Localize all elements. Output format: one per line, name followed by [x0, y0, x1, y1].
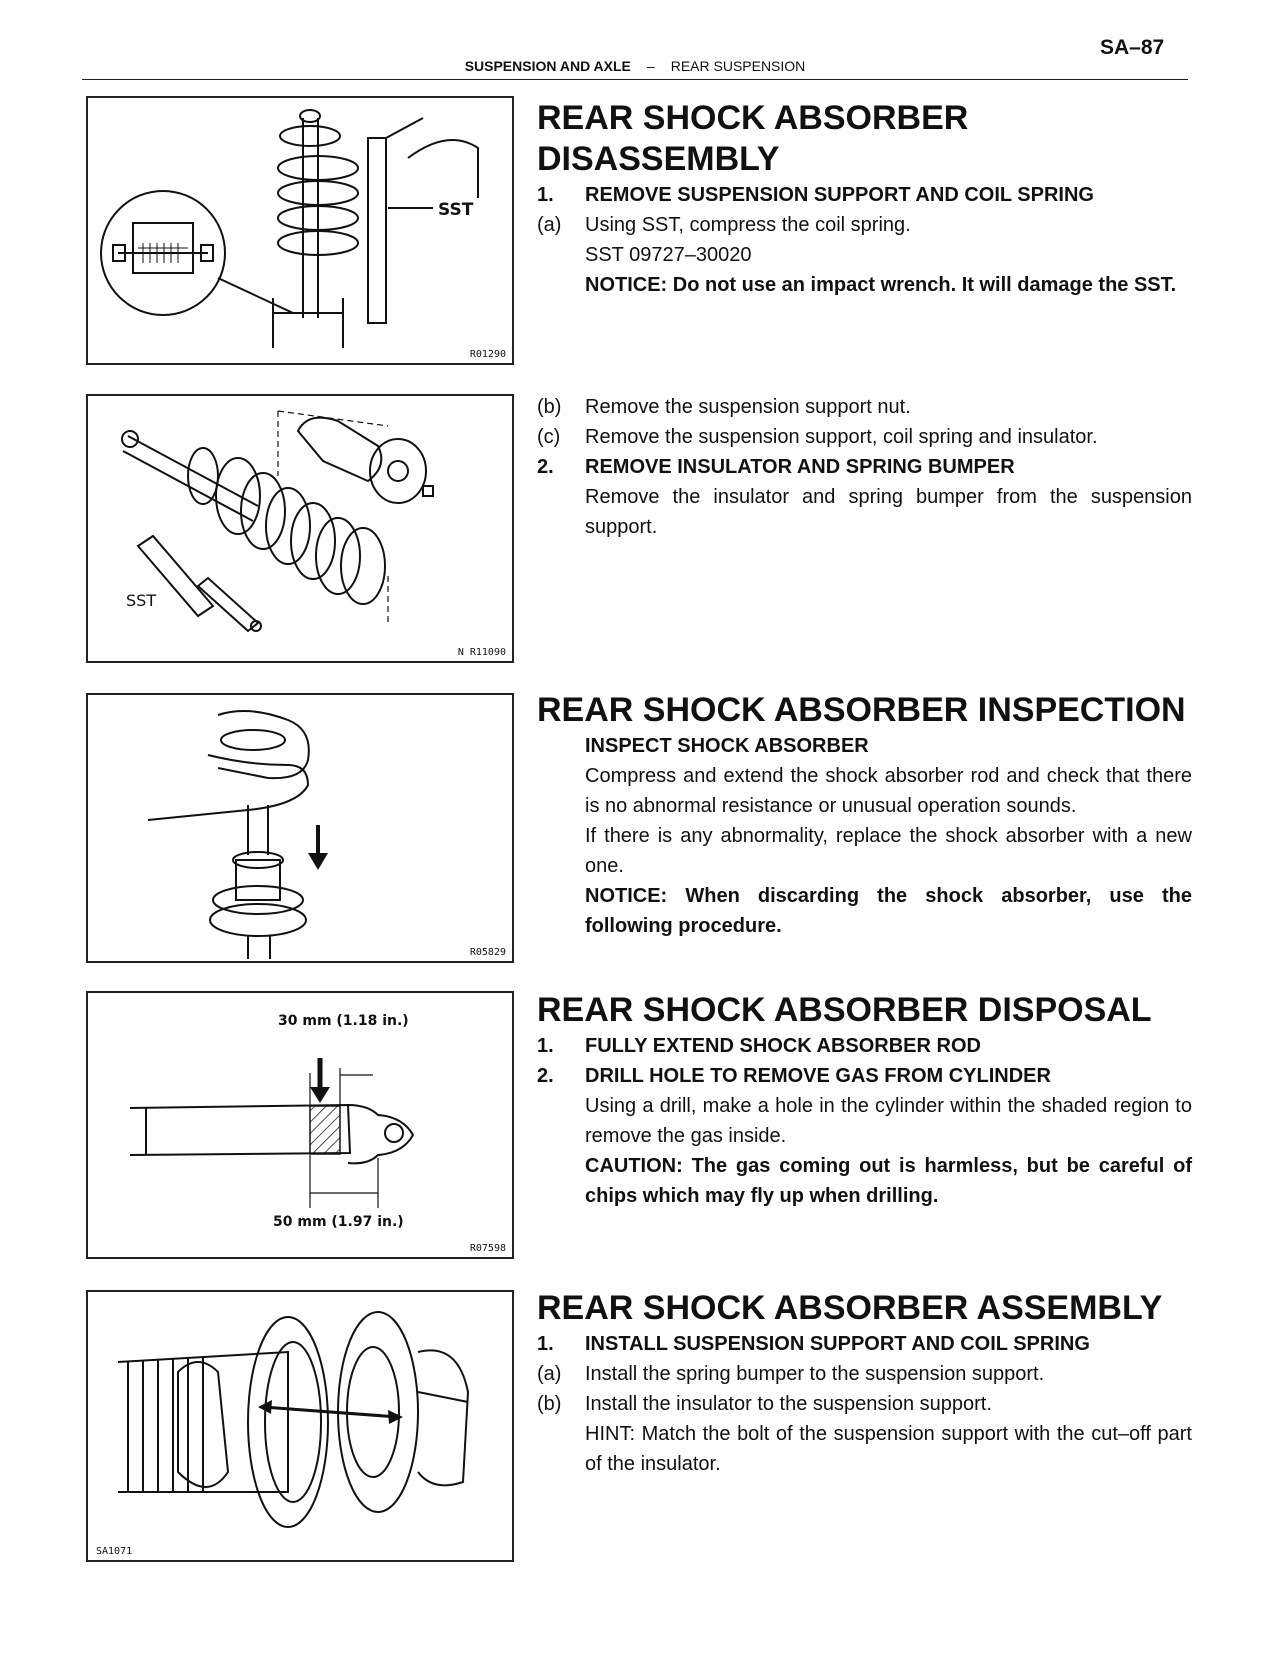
assembly-step-1b-number: (b)	[537, 1393, 562, 1415]
step-2	[537, 452, 1192, 482]
figure-code: N R11090	[457, 647, 506, 658]
assembly-step-1b	[537, 1389, 1192, 1419]
disposal-paragraph: Using a drill, make a hole in the cylinder within the shaded region to remove the gas inside.	[585, 1095, 1192, 1147]
drill-hole-diagram	[88, 993, 512, 1257]
step-2-description: Remove the insulator and spring bumper from the suspension support.	[585, 486, 1192, 538]
assembly-step-1	[537, 1329, 1192, 1359]
step-1b	[537, 392, 1192, 422]
figure-code: R05829	[469, 947, 506, 958]
step-1c-text: Remove the suspension support, coil spring and insulator.	[585, 426, 1098, 448]
inspection-subtitle: INSPECT SHOCK ABSORBER	[585, 735, 869, 757]
header-separator: –	[646, 58, 655, 74]
inspect-rod-illustration	[88, 695, 512, 961]
section-disposal	[537, 990, 1192, 1211]
assembly-step-1-number: 1.	[537, 1333, 554, 1355]
figure-code: R07598	[469, 1243, 506, 1254]
sst-number: SST 09727–30020	[585, 244, 752, 266]
figure-drill-hole	[86, 991, 514, 1259]
assembly-step-1b-text: Install the insulator to the suspension support.	[585, 1393, 992, 1415]
disassembly-title-line2: DISASSEMBLY	[537, 140, 780, 178]
inspection-title: REAR SHOCK ABSORBER INSPECTION	[537, 691, 1186, 729]
disposal-caution: CAUTION: The gas coming out is harmless, but be careful of chips which may fly up when drilling.	[585, 1155, 1192, 1207]
dimension-30mm: 30 mm (1.18 in.)	[278, 1013, 409, 1029]
section-assembly	[537, 1288, 1192, 1479]
sst-label: SST	[126, 591, 157, 610]
disposal-step-1	[537, 1031, 1192, 1061]
inspection-notice: NOTICE: When discarding the shock absorber, use the following procedure.	[585, 885, 1192, 937]
assembly-title: REAR SHOCK ABSORBER ASSEMBLY	[537, 1289, 1163, 1327]
inspection-paragraph-1: Compress and extend the shock absorber rod and check that there is no abnormal resistance or unusual operation sounds.	[585, 765, 1192, 817]
step-2-text: REMOVE INSULATOR AND SPRING BUMPER	[585, 456, 1015, 478]
disposal-step-2	[537, 1061, 1192, 1091]
figure-spring-compressor	[86, 96, 514, 365]
disassembly-title-line1: REAR SHOCK ABSORBER	[537, 99, 969, 137]
step-1a-number: (a)	[537, 214, 562, 236]
figure-inspect-rod	[86, 693, 514, 963]
inspection-paragraph-2: If there is any abnormality, replace the shock absorber with a new one.	[585, 825, 1192, 877]
section-disassembly-cont	[537, 392, 1192, 542]
step-1a-text: Using SST, compress the coil spring.	[585, 214, 911, 236]
step-1c-number: (c)	[537, 426, 561, 448]
step-1c	[537, 422, 1192, 452]
disposal-step-2-number: 2.	[537, 1065, 554, 1087]
dimension-50mm: 50 mm (1.97 in.)	[273, 1214, 404, 1230]
header-subsection: REAR SUSPENSION	[670, 58, 806, 74]
disposal-step-1-text: FULLY EXTEND SHOCK ABSORBER ROD	[585, 1035, 981, 1057]
section-inspection	[537, 690, 1192, 941]
notice-impact-wrench: NOTICE: Do not use an impact wrench. It will damage the SST.	[585, 274, 1177, 296]
figure-code: SA1071	[96, 1546, 133, 1557]
step-1b-number: (b)	[537, 396, 562, 418]
step-2-number: 2.	[537, 456, 554, 478]
spring-compressor-illustration	[88, 98, 512, 363]
assembly-hint: HINT: Match the bolt of the suspension support with the cut–off part of the insulator.	[585, 1423, 1192, 1475]
step-1a	[537, 210, 1192, 240]
disposal-step-1-number: 1.	[537, 1035, 554, 1057]
assembly-step-1a-number: (a)	[537, 1363, 562, 1385]
insulator-alignment-illustration	[88, 1292, 512, 1560]
step-1	[537, 180, 1192, 210]
page-header	[82, 58, 1188, 80]
disposal-step-2-text: DRILL HOLE TO REMOVE GAS FROM CYLINDER	[585, 1065, 1051, 1087]
assembly-step-1-text: INSTALL SUSPENSION SUPPORT AND COIL SPRING	[585, 1333, 1090, 1355]
figure-code: R01290	[469, 349, 506, 360]
step-1-text: REMOVE SUSPENSION SUPPORT AND COIL SPRING	[585, 184, 1094, 206]
step-1-number: 1.	[537, 184, 554, 206]
figure-insulator-alignment	[86, 1290, 514, 1562]
assembly-step-1a-text: Install the spring bumper to the suspension support.	[585, 1363, 1045, 1385]
exploded-view-illustration	[88, 396, 512, 661]
figure-exploded-view	[86, 394, 514, 663]
header-section: SUSPENSION AND AXLE	[464, 58, 631, 74]
sst-label: SST	[438, 200, 474, 220]
assembly-step-1a	[537, 1359, 1192, 1389]
disposal-title: REAR SHOCK ABSORBER DISPOSAL	[537, 991, 1152, 1029]
section-disassembly	[537, 98, 1192, 300]
step-1b-text: Remove the suspension support nut.	[585, 396, 911, 418]
page-number: SA–87	[1100, 36, 1165, 59]
